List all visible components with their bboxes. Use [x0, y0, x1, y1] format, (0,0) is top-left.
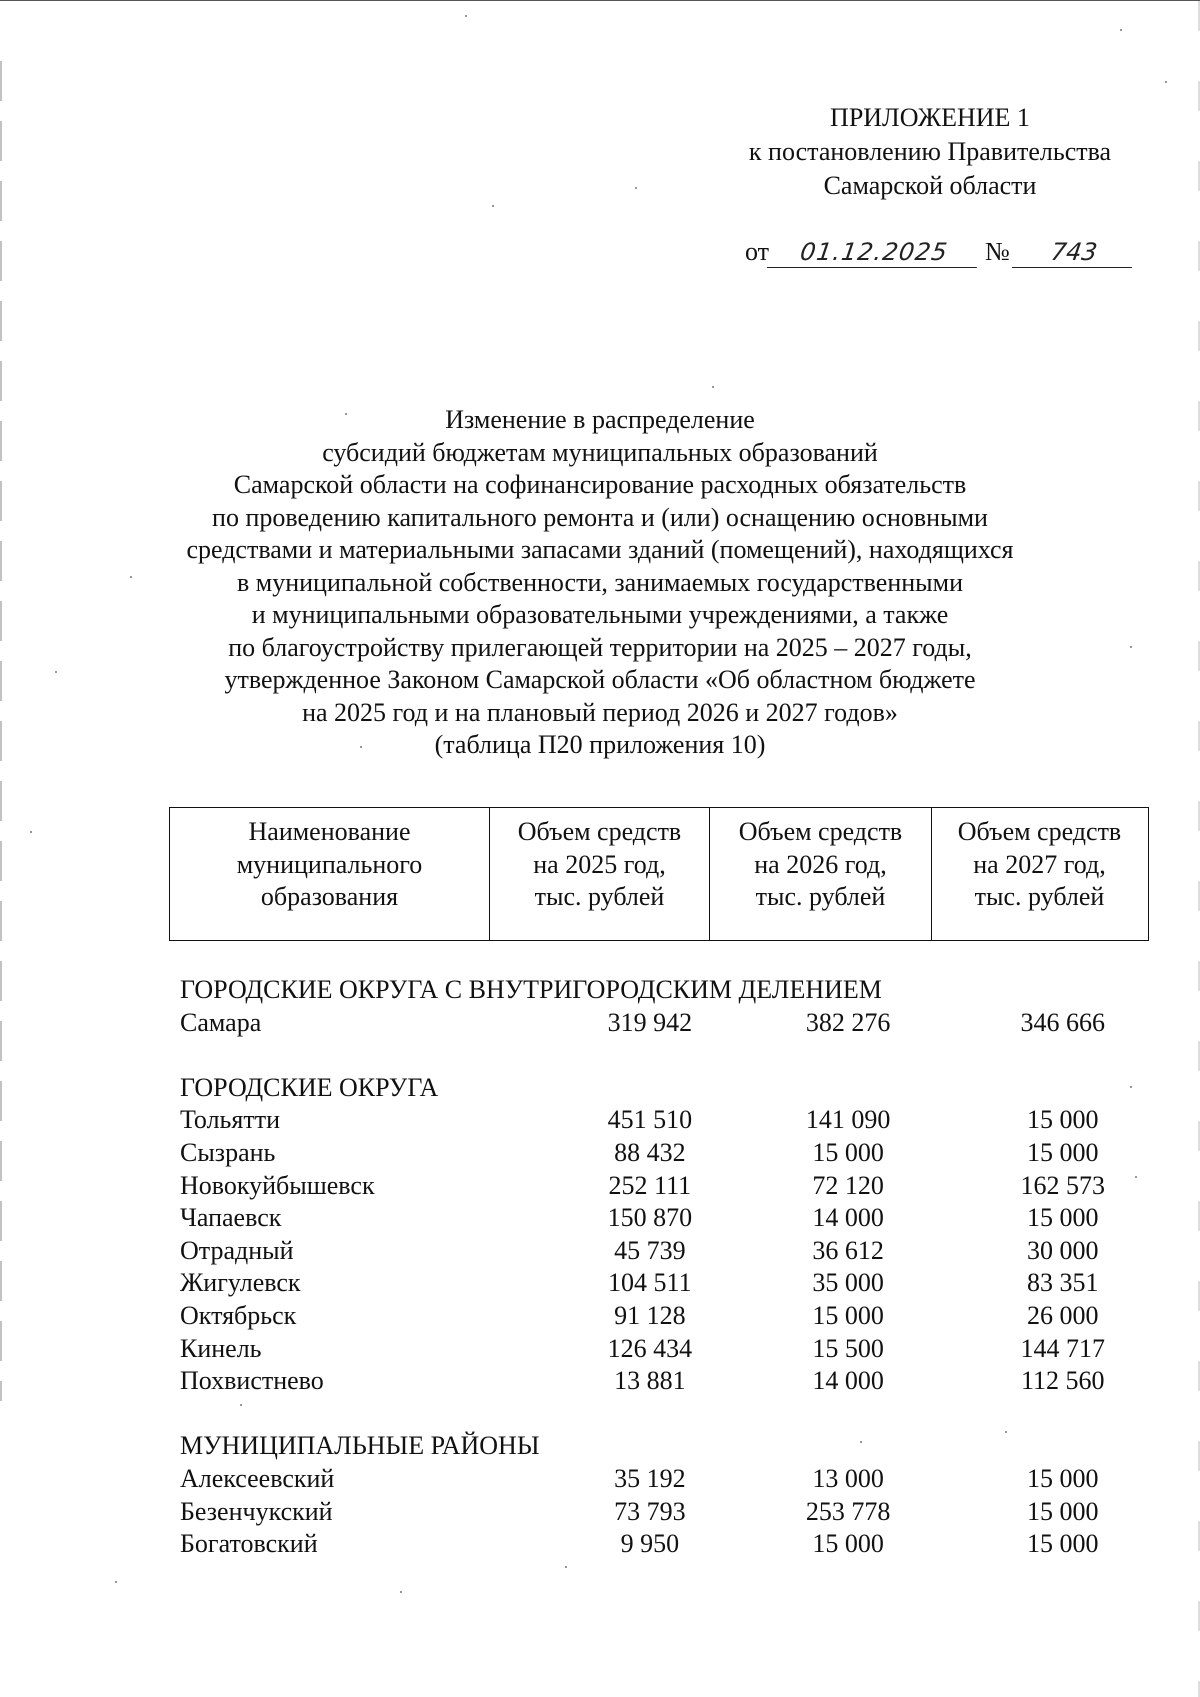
row-value-2026: 35 000: [812, 1268, 884, 1298]
header-text: на 2027 год,: [973, 849, 1106, 879]
header-text: муниципального: [236, 849, 423, 879]
appendix-line-2: к постановлению Правительства: [748, 137, 1112, 166]
header-cell-2026: [710, 808, 932, 940]
table-row: [180, 1528, 1140, 1561]
scan-speck: [635, 187, 637, 189]
section-title: ГОРОДСКИЕ ОКРУГА: [180, 1072, 439, 1102]
row-value-2025: 104 511: [608, 1268, 692, 1298]
scan-speck: [30, 831, 32, 833]
appendix-line-3: Самарской области: [823, 171, 1037, 200]
table-header: [169, 807, 1149, 941]
scan-speck: [130, 576, 132, 578]
row-value-2026: 36 612: [812, 1235, 884, 1265]
row-name: Алексеевский: [180, 1463, 335, 1493]
row-name: Богатовский: [180, 1529, 318, 1559]
row-value-2025: 73 793: [614, 1496, 686, 1526]
row-value-2026: 14 000: [812, 1366, 884, 1396]
handwritten-number: 743: [1012, 237, 1136, 268]
table-row: [180, 1300, 1140, 1333]
table-row: [180, 1496, 1140, 1529]
number-sign: №: [985, 237, 1010, 266]
row-value-2025: 35 192: [614, 1463, 686, 1493]
scan-speck: [492, 205, 494, 207]
title-line: Изменение в распределение: [445, 405, 755, 434]
row-value-2026: 15 500: [812, 1333, 884, 1363]
scan-speck: [465, 15, 467, 17]
section-title: ГОРОДСКИЕ ОКРУГА С ВНУТРИГОРОДСКИМ ДЕЛЕНИЕМ: [180, 975, 882, 1004]
row-value-2026: 15 000: [812, 1137, 884, 1167]
title-line: в муниципальной собственности, занимаемых государственными: [237, 567, 963, 597]
appendix-title: ПРИЛОЖЕНИЕ 1: [830, 103, 1030, 132]
row-value-2026: 382 276: [805, 1007, 891, 1037]
row-value-2027: 162 573: [1020, 1170, 1105, 1200]
header-text: тыс. рублей: [974, 882, 1105, 911]
scan-speck: [345, 413, 347, 415]
row-value-2027: 15 000: [1026, 1105, 1099, 1135]
row-value-2027: 15 000: [1026, 1137, 1099, 1167]
title-line: по благоустройству прилегающей территории на 2025 – 2027 годы,: [228, 632, 972, 662]
row-value-2025: 45 739: [614, 1235, 686, 1265]
row-value-2027: 30 000: [1026, 1235, 1099, 1265]
row-value-2025: 252 111: [608, 1170, 692, 1200]
title-line: Самарской области на софинансирование расходных обязательств: [233, 470, 967, 499]
row-value-2026: 14 000: [812, 1203, 884, 1233]
row-name: Чапаевск: [180, 1203, 282, 1233]
table-row: [180, 1365, 1140, 1398]
header-text: Объем средств: [738, 817, 903, 846]
scan-speck: [360, 746, 362, 748]
table-row: [180, 1007, 1140, 1040]
row-value-2027: 15 000: [1026, 1496, 1099, 1526]
section-gap: [180, 1398, 1140, 1431]
row-value-2025: 126 434: [607, 1333, 693, 1363]
row-value-2026: 13 000: [812, 1463, 884, 1493]
row-value-2027: 26 000: [1026, 1300, 1099, 1330]
scan-speck: [1120, 29, 1122, 31]
row-value-2026: 253 778: [805, 1496, 891, 1526]
handwritten-date: 01.12.2025: [767, 237, 981, 268]
section-gap: [180, 1039, 1140, 1072]
table-row: [180, 1170, 1140, 1203]
header-text: Наименование: [248, 817, 411, 846]
scan-speck: [565, 1566, 567, 1568]
header-text: на 2025 год,: [533, 849, 666, 879]
table-row: [180, 1267, 1140, 1300]
scan-speck: [1135, 1176, 1137, 1178]
row-value-2027: 144 717: [1020, 1333, 1105, 1363]
header-cell-2027: [932, 808, 1147, 940]
order-prefix: от: [745, 237, 770, 266]
scan-speck: [115, 1581, 117, 1583]
scan-speck: [55, 671, 57, 673]
header-cell-2025: [490, 808, 710, 940]
order-date-number: [745, 235, 1134, 269]
scan-speck: [1165, 81, 1167, 83]
row-name: Новокуйбышевск: [180, 1170, 375, 1200]
row-name: Тольятти: [180, 1105, 281, 1135]
header-text: Объем средств: [957, 817, 1122, 846]
scan-speck: [240, 1404, 242, 1406]
row-name: Кинель: [180, 1333, 262, 1363]
row-name: Сызрань: [180, 1137, 276, 1167]
row-value-2027: 112 560: [1020, 1366, 1105, 1396]
row-name: Жигулевск: [180, 1268, 301, 1298]
header-cell-name: [170, 808, 490, 940]
row-name: Октябрьск: [180, 1300, 297, 1330]
row-value-2025: 451 510: [607, 1105, 693, 1135]
row-name: Самара: [180, 1007, 262, 1037]
row-value-2027: 15 000: [1026, 1463, 1099, 1493]
row-value-2027: 346 666: [1020, 1007, 1105, 1037]
header-text: тыс. рублей: [755, 882, 886, 911]
table-row: [180, 1202, 1140, 1235]
scan-speck: [712, 386, 714, 388]
scan-speck: [1130, 646, 1132, 648]
row-name: Отрадный: [180, 1235, 294, 1265]
table-row: [180, 1235, 1140, 1268]
table-row: [180, 1137, 1140, 1170]
row-value-2026: 15 000: [812, 1300, 884, 1330]
row-name: Похвистнево: [180, 1366, 324, 1396]
scan-speck: [860, 1441, 862, 1443]
scan-speck: [1005, 1431, 1007, 1433]
table-row: [180, 1333, 1140, 1366]
header-text: образования: [260, 882, 399, 911]
document-title: [150, 404, 1050, 762]
row-value-2026: 72 120: [812, 1170, 884, 1200]
row-value-2025: 88 432: [614, 1137, 686, 1167]
appendix-block: [700, 101, 1160, 203]
row-value-2027: 15 000: [1026, 1203, 1099, 1233]
row-value-2025: 150 870: [607, 1203, 693, 1233]
row-value-2025: 319 942: [607, 1007, 693, 1037]
title-line: и муниципальными образовательными учреждениями, а также: [251, 600, 949, 629]
row-value-2025: 91 128: [614, 1300, 686, 1330]
title-line: субсидий бюджетам муниципальных образований: [322, 437, 878, 467]
scan-speck: [400, 1591, 402, 1593]
table-body: [180, 974, 1140, 1561]
row-name: Безенчукский: [180, 1496, 333, 1526]
header-text: на 2026 год,: [754, 849, 887, 879]
row-value-2026: 141 090: [805, 1105, 891, 1135]
header-text: тыс. рублей: [534, 882, 665, 911]
title-line: по проведению капитального ремонта и (или) оснащению основными: [212, 502, 988, 532]
scan-speck: [1130, 1086, 1132, 1088]
row-value-2026: 15 000: [812, 1529, 884, 1559]
table-row: [180, 1104, 1140, 1137]
row-value-2027: 83 351: [1026, 1268, 1099, 1298]
section-title: МУНИЦИПАЛЬНЫЕ РАЙОНЫ: [180, 1431, 540, 1461]
title-line: на 2025 год и на плановый период 2026 и 2027 годов»: [302, 697, 898, 727]
row-value-2025: 9 950: [620, 1529, 680, 1559]
title-line: (таблица П20 приложения 10): [434, 730, 766, 759]
header-text: Объем средств: [517, 817, 682, 846]
row-value-2025: 13 881: [614, 1366, 686, 1396]
scan-edge-left: [0, 61, 2, 1401]
title-line: средствами и материальными запасами зданий (помещений), находящихся: [186, 535, 1014, 564]
row-value-2027: 15 000: [1026, 1529, 1099, 1559]
table-row: [180, 1463, 1140, 1496]
title-line: утвержденное Законом Самарской области «Об областном бюджете: [224, 665, 976, 694]
